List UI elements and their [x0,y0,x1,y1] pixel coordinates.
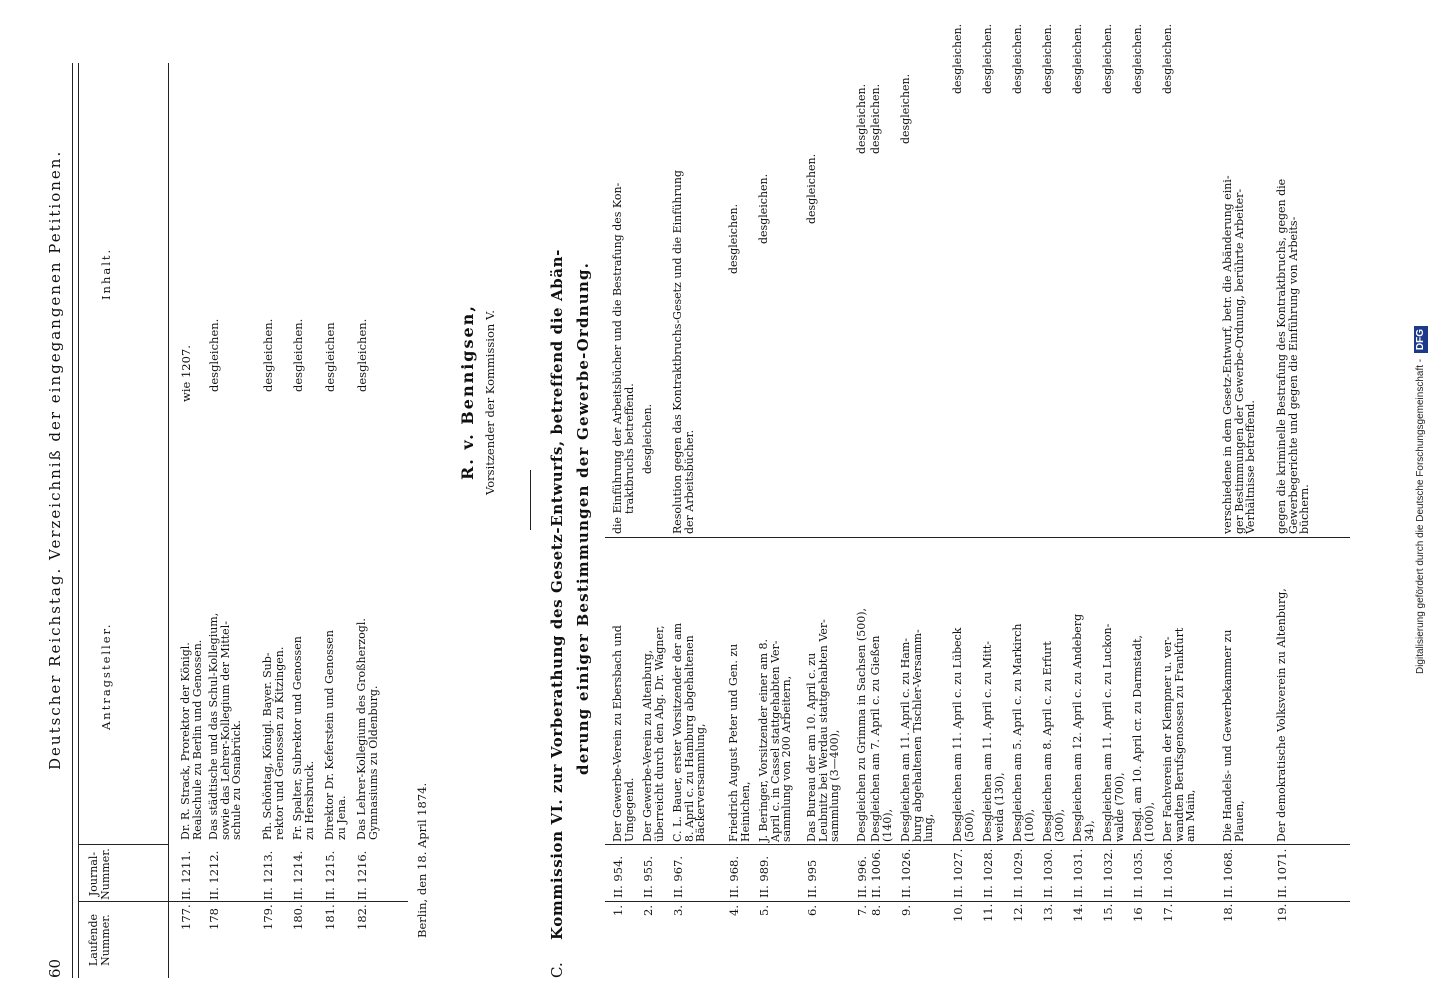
row-journal-number: II. 1216. [355,850,369,900]
col-inhalt: Inhalt. [99,247,113,300]
header-rule [72,63,73,978]
row-inhalt: desgleichen. [757,173,770,244]
row-lfd-number: 177. [179,904,193,930]
row-antragsteller: Desgleichen am 8. April c. zu Erfurt (300), [1041,641,1066,842]
row-inhalt: desgleichen. [899,73,912,144]
col-journal-nummer: Journal-Nummer. [87,848,112,900]
col-laufende-nummer: Laufende Nummer. [87,913,112,967]
table-a-header-rule [168,63,169,978]
table-b-vrule-1 [605,901,1350,902]
row-journal-number: II. 955. [641,855,655,898]
row-lfd-number: 11. [981,903,995,922]
row-antragsteller: Der Gewerbe-Verein zu Ebersbach und Umgegend. [611,625,636,842]
row-antragsteller: Desgleichen am 5. April c. zu Markirch (100), [1011,623,1036,842]
row-journal-number: II. 1211. [179,850,193,900]
row-inhalt: wie 1207. [179,345,193,402]
row-antragsteller: Das Bureau der am 10. April c. zu Leubnitz bei Werdau stattgehabten Ver- sammlung (3—400), [805,619,841,842]
row-inhalt: die Einführung der Arbeitsbücher und die Bestrafung des Kon- traktbruchs betreffend. [611,182,636,534]
row-antragsteller: Dr. R. Strack, Prorektor der Königl. Realschule zu Berlin und Genossen. [179,639,204,840]
row-lfd-number: 17. [1161,903,1175,922]
row-journal-number: II. 996. [855,855,869,898]
row-inhalt: desgleichen. [1101,23,1114,94]
row-antragsteller: Das städtische und das Schul-Kollegium, sowie das Lehrer-Kollegium der Mittel- schule zu Osnabrück. [207,612,243,840]
row-journal-number: II. 989. [757,855,771,898]
row-lfd-number: 18. [1221,903,1235,922]
dfg-credit-sidebar [1409,0,1432,1000]
row-inhalt: desgleichen. [727,203,740,274]
row-inhalt: desgleichen. [981,23,994,94]
date-line: Berlin, den 18. April 1874. [415,782,429,938]
row-lfd-number: 9. [899,905,913,916]
row-journal-number: II. 1031. [1071,848,1085,898]
row-inhalt: desgleichen. [291,318,305,392]
row-journal-number: II. 1212. [207,850,221,900]
row-antragsteller: Desgleichen am 11. April c. zu Lübeck (500), [951,627,976,842]
row-journal-number: II. 1213. [261,850,275,900]
row-lfd-number: 16 [1131,907,1145,922]
row-inhalt: desgleichen. [1071,23,1084,94]
row-journal-number: II. 967. [671,855,685,898]
row-journal-number: II. 1068. [1221,848,1235,898]
row-lfd-number: 14. [1071,903,1085,922]
row-inhalt: desgleichen. [1041,23,1054,94]
table-a-vrule-1 [78,901,168,902]
row-inhalt: desgleichen. [855,83,868,154]
row-inhalt: desgleichen. [261,318,275,392]
row-lfd-number: 178 [207,908,221,930]
table-b-vrule-2 [605,844,1350,845]
row-lfd-number: 2. [641,905,655,916]
row-lfd-number: 3. [671,905,685,916]
row-inhalt: desgleichen. [951,23,964,94]
row-journal-number: II. 968. [727,855,741,898]
row-antragsteller: Desgl. am 10. April cr. zu Darmstadt, (1000), [1131,634,1156,842]
row-journal-number: II. 1035. [1131,848,1145,898]
row-journal-number: II. 1029. [1011,848,1025,898]
row-inhalt: Resolution gegen das Kontraktbruchs-Gesetz und die Einführung der Arbeitsbücher. [671,170,696,534]
row-antragsteller: Desgleichen am 11. April c. zu Luckon- walde (700), [1101,623,1126,842]
row-antragsteller: C. L. Bauer, erster Vorsitzender der am 8. April c. zu Hamburg abgehaltenen Bäckerversammlung, [671,622,707,842]
row-journal-number: II. 1030. [1041,848,1055,898]
row-inhalt: desgleichen [323,322,337,392]
row-lfd-number: 15. [1101,903,1115,922]
section-heading-line-2: derung einiger Bestimmungen der Gewerbe-Ordnung. [574,261,592,775]
section-divider [530,470,531,530]
table-a-vrule-3 [168,901,408,902]
row-antragsteller: Der demokratische Volksverein zu Altenburg, [1275,588,1288,842]
table-a-vrule-2 [78,844,168,845]
row-journal-number: II. 954. [611,855,625,898]
row-antragsteller: Desgleichen am 12. April c. zu Andeberg 34), [1071,613,1096,842]
row-journal-number: II. 1026. [899,848,913,898]
row-inhalt: desgleichen. [207,318,221,392]
row-lfd-number: 180. [291,904,305,930]
col-antragsteller: Antragsteller. [99,622,113,730]
row-antragsteller: Das Lehrer-Kollegium des Großherzogl. Gymnasiums zu Oldenburg. [355,618,380,840]
row-antragsteller: Friedrich August Peter und Gen. zu Heinichen, [727,643,752,842]
row-lfd-number: 7. [855,905,869,916]
row-lfd-number: 181. [323,904,337,930]
row-lfd-number: 10. [951,903,965,922]
row-journal-number: II. 1027. [951,848,965,898]
row-journal-number: II. 1215. [323,850,337,900]
row-inhalt: verschiedene in dem Gesetz-Entwurf, betr. die Abänderung eini- ger Bestimmungen der Gewerbe-Ordnung, berührte Arbeiter- Verhältnisse betreffend. [1221,175,1257,534]
row-journal-number: II. 1214. [291,850,305,900]
row-journal-number: II. 1032. [1101,848,1115,898]
dfg-logo: DFG [1414,326,1428,353]
row-inhalt: desgleichen. [805,153,818,224]
row-journal-number: II. 1036. [1161,848,1175,898]
row-antragsteller: Ph. Schöntag, Königl. Bayer. Sub- rektor und Genossen zu Kitzingen. [261,646,286,840]
row-antragsteller: Die Handels- und Gewerbekammer zu Plauen, [1221,629,1246,842]
row-journal-number: II. 1006. [869,848,883,898]
page-title: Deutscher Reichstag. Verzeichniß der eingegangenen Petitionen. [46,149,64,770]
row-antragsteller: Desgleichen am 11. April c. zu Ham- burg abgehaltenen Tischler-Versamm- lung, [899,629,935,842]
row-lfd-number: 4. [727,905,741,916]
row-antragsteller: Der Gewerbe-Verein zu Altenburg, überreicht durch den Abg. Dr. Wagner, [641,625,666,842]
row-inhalt: desgleichen. [1161,23,1174,94]
row-lfd-number: 182. [355,904,369,930]
row-antragsteller: Direktor Dr. Keferstein und Genossen zu Jena. [323,630,348,840]
row-antragsteller: Fr. Spalter, Subrektor und Genossen zu Hersbruck. [291,636,316,840]
row-inhalt: desgleichen. [641,403,654,474]
row-inhalt: desgleichen. [1011,23,1024,94]
row-journal-number: II. 995 [805,859,819,898]
row-lfd-number: 179. [261,904,275,930]
row-antragsteller: Desgleichen am 7. April c. zu Gießen (140), [869,635,894,842]
section-letter: C. [548,962,566,978]
row-journal-number: II. 1028. [981,848,995,898]
row-inhalt: desgleichen. [1131,23,1144,94]
section-heading-line-1: Kommission VI. zur Vorberathung des Gesetz-Entwurfs, betreffend die Abän- [548,249,566,940]
page-number: 60 [46,958,64,978]
row-inhalt: gegen die kriminelle Bestrafung des Kontraktbruchs, gegen die Gewerbegerichte und gegen die Einführung von Arbeits- büchern. [1275,178,1311,534]
row-lfd-number: 12. [1011,903,1025,922]
row-lfd-number: 19. [1275,903,1289,922]
row-antragsteller: Der Fachverein der Klempner u. ver- wandten Berufsgenossen zu Frankfurt am Main, [1161,627,1197,842]
row-inhalt: desgleichen. [869,83,882,154]
signature-name: R. v. Bennigsen, [458,304,477,480]
dfg-credit-text: Digitalisierung gefördert durch die Deutsche Forschungsgemeinschaft - [1415,358,1426,675]
row-lfd-number: 13. [1041,903,1055,922]
row-lfd-number: 5. [757,905,771,916]
table-a-top-rule [78,63,79,978]
row-lfd-number: 8. [869,905,883,916]
row-lfd-number: 1. [611,905,625,916]
row-antragsteller: Desgleichen zu Grimma in Sachsen (500), [855,607,868,842]
row-journal-number: II. 1071. [1275,848,1289,898]
table-b-vrule-3 [605,537,1350,538]
row-antragsteller: Desgleichen am 11. April c. zu Mitt- weida (130), [981,640,1006,842]
signature-role: Vorsitzender der Kommission V. [483,310,497,495]
row-lfd-number: 6. [805,905,819,916]
row-antragsteller: J. Beringer, Vorsitzender einer am 8. April c. in Cassel stattgehabten Ver- sammlung von 200 Arbeitern, [757,638,793,842]
row-inhalt: desgleichen. [355,318,369,392]
